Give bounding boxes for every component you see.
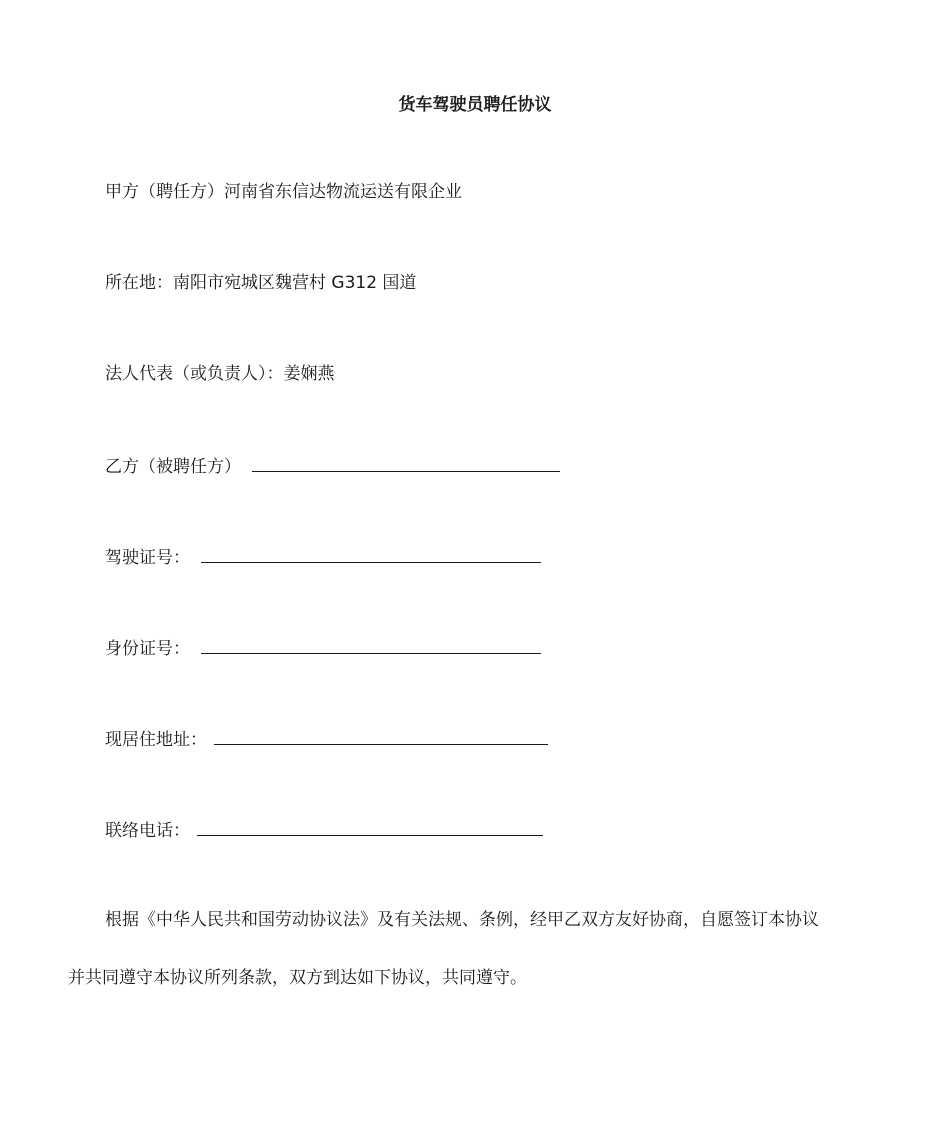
license-line (105, 544, 541, 570)
license-label: 驾驶证号： (105, 548, 190, 568)
id-line (105, 635, 541, 661)
legal-rep-text: 法人代表（或负责人）：姜娴燕 (105, 364, 335, 384)
party-b-blank[interactable] (252, 453, 560, 472)
party-a-line (105, 180, 462, 204)
phone-line (105, 817, 543, 843)
location-line (105, 271, 416, 295)
document-title: 货车驾驶员聘任协议 (398, 95, 552, 115)
phone-blank[interactable] (197, 817, 543, 836)
body-paragraph (68, 891, 888, 1007)
location-text: 所在地：南阳市宛城区魏营村 G312 国道 (105, 273, 417, 293)
address-label: 现居住地址： (105, 730, 207, 750)
party-b-label: 乙方（被聘任方） (105, 457, 241, 477)
legal-rep-line (105, 362, 335, 386)
paragraph-line-2: 并共同遵守本协议所列条款，双方到达如下协议，共同遵守。 (68, 968, 527, 988)
id-label: 身份证号： (105, 639, 190, 659)
address-line (105, 726, 548, 752)
paragraph-line-1: 根据《中华人民共和国劳动协议法》及有关法规、条例，经甲乙双方友好协商，自愿签订本协议 (105, 910, 819, 930)
phone-label: 联络电话： (105, 821, 190, 841)
id-blank[interactable] (201, 635, 541, 654)
party-b-line (105, 453, 560, 479)
party-a-text: 甲方（聘任方）河南省东信达物流运送有限企业 (105, 182, 462, 202)
license-blank[interactable] (201, 544, 541, 563)
address-blank[interactable] (214, 726, 548, 745)
